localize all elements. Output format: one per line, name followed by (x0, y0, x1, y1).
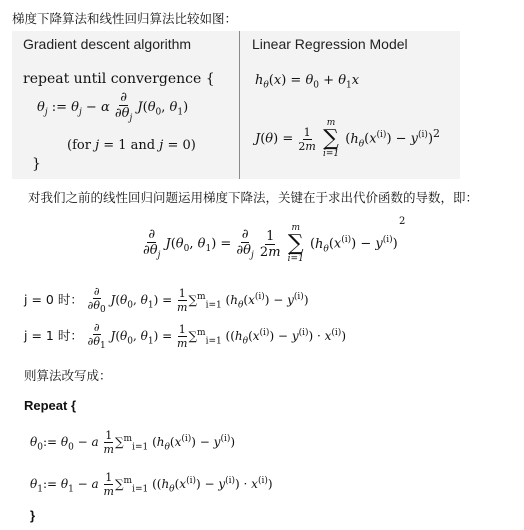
gd-close-brace: } (32, 156, 41, 172)
j0-label: j = 0 时： (24, 292, 83, 308)
linear-regression-title: Linear Regression Model (252, 36, 408, 52)
repeat-line: repeat until convergence { (23, 71, 215, 87)
for-line-suffix: = 0) (167, 138, 196, 153)
derivative-intro-text: 对我们之前的线性回归问题运用梯度下降法，关键在于求出代价函数的导数，即： (28, 190, 479, 205)
j0-equation: j = 0 时： $\frac{\partial}{\partial\theta_0}$ $J(\theta_0$, $\theta_1$) = $\frac{1}{m}$ ∑$^m_{i=1}$ $(h_\theta(x^{(i)}) - y^{(i)})$ (24, 285, 309, 316)
for-line-prefix: (for (67, 138, 91, 153)
close-brace: } (30, 508, 36, 523)
j1-label: j = 1 时： (24, 328, 83, 344)
gradient-descent-title: Gradient descent algorithm (23, 36, 192, 52)
j1-equation: j = 1 时： $\frac{\partial}{\partial\theta_1}$ $J(\theta_0$, $\theta_1$) = $\frac{1}{m}$ ∑$^m_{i=1}$ $((h_\theta(x^{(i)}) - y^{(i)}) \cdot x^{(i)})$ (24, 321, 346, 352)
for-line-mid: = 1 and (103, 138, 156, 153)
exponent-two: 2 (399, 216, 406, 227)
gd-update-rule: $\theta_j$ := $\theta_j - \alpha$ $\frac{\partial}{\partial\theta_j}$ $J(\theta_0$, $\theta_1$) (37, 90, 189, 124)
intro-text: 梯度下降算法和线性回归算法比较如图： (12, 11, 238, 26)
derivative-equation: $\frac{\partial}{\partial\theta_j}$ $J(\theta_0$, $\theta_1$) = $\frac{\partial}{\partial\theta_j}$ $\frac{1}{2m}$ m ∑ i=1 $(h_\theta(x^{(i)}) - y^{(i)})$ (143, 223, 398, 264)
panel-divider (239, 31, 240, 179)
hypothesis-formula: $h_\theta(x) = \theta_0 + \theta_1x$ (255, 73, 360, 91)
cost-function-formula: J(θ) = $\frac{1}{2m}$ m ∑ i=1 $(h_\theta(x^{(i)}) - y^{(i)})^2$ (255, 118, 441, 159)
theta0-update: $\theta_0:= \theta_0 - a$ $\frac{1}{m}$ ∑$^m_{i=1}$ $(h_\theta(x^{(i)}) - y^{(i)})$ (30, 429, 236, 456)
for-line: (for j = 1 and j = 0) (67, 138, 196, 153)
comparison-figure (12, 31, 460, 179)
theta1-update: $\theta_1:= \theta_1 - a$ $\frac{1}{m}$ ∑$^m_{i=1}$ $((h_\theta(x^{(i)}) - y^{(i)}) \cdot x^{(i)})$ (30, 471, 273, 498)
rewrite-text: 则算法改写成： (24, 368, 112, 383)
repeat-label: Repeat { (24, 398, 77, 413)
